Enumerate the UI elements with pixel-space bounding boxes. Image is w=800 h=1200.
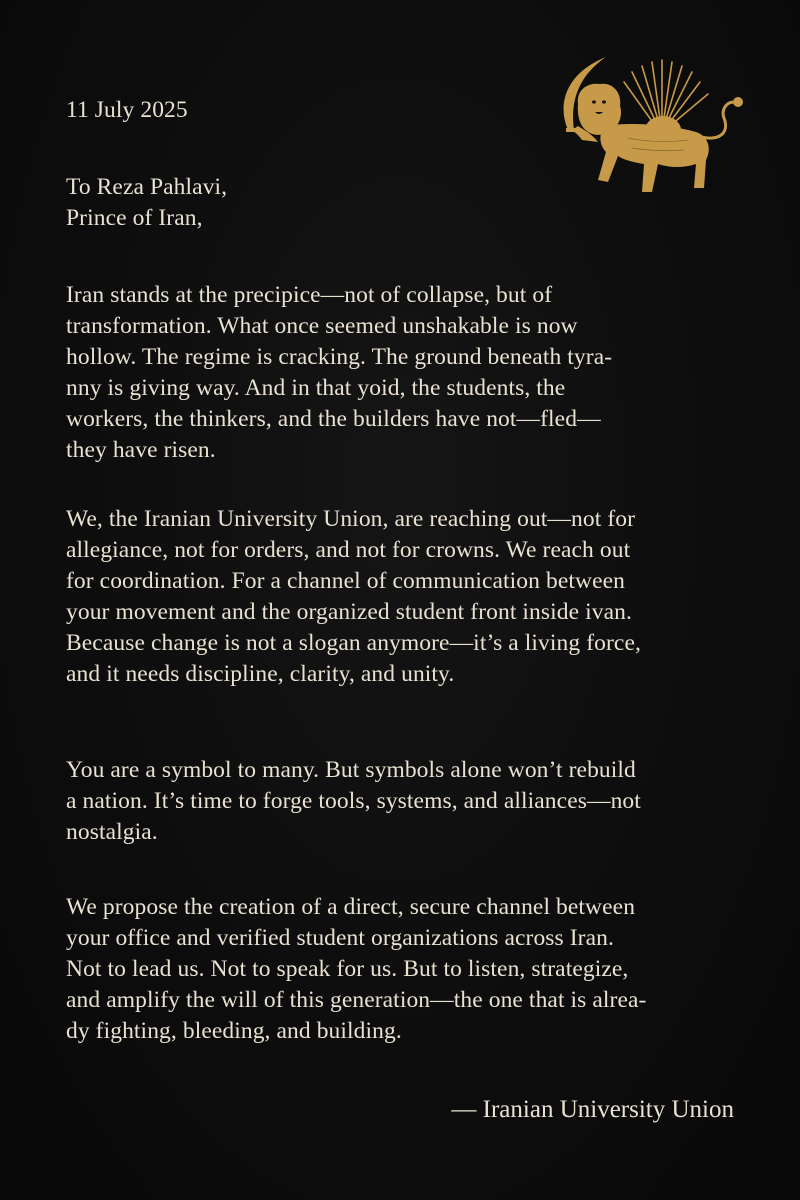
paragraph-line: nostalgia. [66,819,158,845]
paragraph-line: a nation. It’s time to forge tools, systems, and alliances—not [66,788,641,814]
paragraph-line: transformation. What once seemed unshakable is now [66,313,578,339]
paragraph-line: for coordination. For a channel of communication between [66,568,625,594]
salutation-line: To Reza Pahlavi, [66,174,228,200]
letter-salutation [66,172,756,234]
paragraph-line: nny is giving way. And in that yoid, the students, the [66,375,566,401]
paragraph-line: they have risen. [66,437,216,463]
paragraph-2 [66,504,756,690]
paragraph-line: Not to lead us. Not to speak for us. But to listen, strategize, [66,956,629,982]
paragraph-line: and amplify the will of this generation—the one that is alrea- [66,987,647,1013]
paragraph-line: dy fighting, bleeding, and building. [66,1018,402,1044]
letter-date: 11 July 2025 [66,97,188,123]
paragraph-4 [66,892,756,1047]
salutation-line: Prince of Iran, [66,205,203,231]
paragraph-line: Iran stands at the precipice—not of collapse, but of [66,282,553,308]
paragraph-line: workers, the thinkers, and the builders have not—fled— [66,406,601,432]
letter-signature: — Iranian University Union [451,1096,734,1123]
paragraph-line: allegiance, not for orders, and not for crowns. We reach out [66,537,631,563]
paragraph-line: your office and verified student organizations across Iran. [66,925,614,951]
paragraph-line: We, the Iranian University Union, are reaching out—not for [66,506,636,532]
paragraph-line: You are a symbol to many. But symbols alone won’t rebuild [66,757,636,783]
paragraph-1 [66,280,756,466]
paragraph-line: Because change is not a slogan anymore—it’s a living force, [66,630,641,656]
paragraph-line: and it needs discipline, clarity, and unity. [66,661,455,687]
paragraph-line: your movement and the organized student front inside ivan. [66,599,632,625]
paragraph-line: hollow. The regime is cracking. The ground beneath tyra- [66,344,613,370]
paragraph-line: We propose the creation of a direct, secure channel between [66,894,636,920]
paragraph-3 [66,755,756,848]
